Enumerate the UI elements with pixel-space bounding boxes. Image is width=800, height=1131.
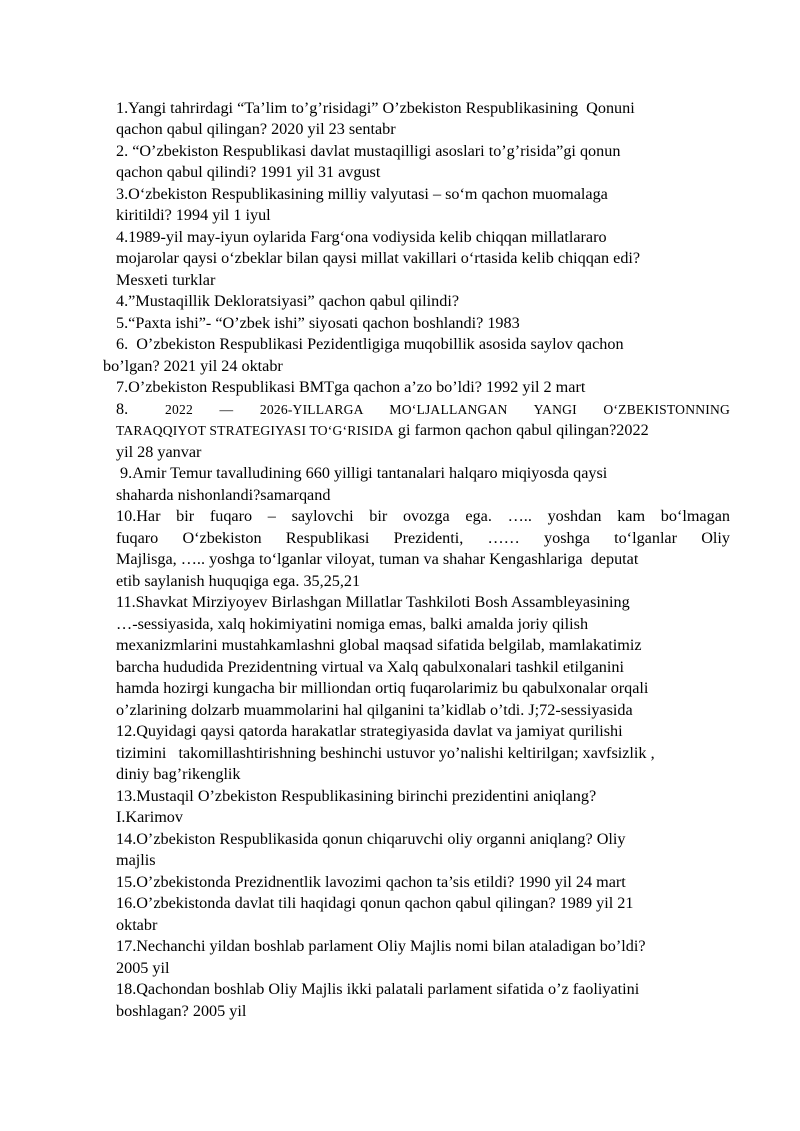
question-14-line-2: majlis (116, 851, 156, 869)
question-8-line-3: yil 28 yanvar (116, 443, 202, 461)
question-7-line-1: 7.O’zbekiston Respublikasi BMTga qachon a’zo bo’ldi? 1992 yil 2 mart (116, 378, 586, 396)
question-18-line-2: boshlagan? 2005 yil (116, 1002, 247, 1020)
question-11-line-4: barcha hududida Prezidentning virtual va Xalq qabulxonalari tashkil etilganini (116, 658, 624, 676)
question-4a-line-1: 4.1989-yil may-iyun oylarida Farg‘ona vodiysida kelib chiqqan millatlararo (116, 228, 607, 246)
question-15-line-1: 15.O’zbekistonda Prezidnentlik lavozimi qachon ta’sis etildi? 1990 yil 24 mart (116, 873, 626, 891)
question-6-line-1: 6. O’zbekiston Respublikasi Pezidentligiga muqobillik asosida saylov qachon (116, 335, 624, 353)
question-18-line-1: 18.Qachondan boshlab Oliy Majlis ikki palatali parlament sifatida o’z faoliyatini (116, 980, 640, 998)
question-8-decree-title: 2022 — 2026-YILLARGA MO‘LJALLANGAN YANGI O‘ZBEKISTONNING (165, 402, 730, 417)
question-8-number: 8. (116, 400, 129, 418)
question-3-line-1: 3.O‘zbekiston Respublikasining milliy valyutasi – so‘m qachon muomalaga (116, 185, 608, 203)
question-11-line-2: …-sessiyasida, xalq hokimiyatini nomiga emas, balki amalda joriy qilish (116, 615, 589, 633)
question-5-line-1: 5.“Paxta ishi”- “O’zbek ishi” siyosati qachon boshlandi? 1983 (116, 314, 520, 332)
question-16-line-2: oktabr (116, 916, 158, 934)
question-17-line-2: 2005 yil (116, 959, 170, 977)
question-10-line-2: fuqaro O‘zbekiston Respublikasi Prezidenti, …… yoshga to‘lganlar Oliy (116, 529, 730, 547)
question-12-line-3: diniy bag’rikenglik (116, 765, 241, 783)
question-12-line-2: tizimini takomillashtirishning beshinchi ustuvor yo’nalishi keltirilgan; xavfsizlik , (116, 744, 655, 762)
question-10-line-3: Majlisga, ….. yoshga to‘lganlar viloyat, tuman va shahar Kengashlariga deputat (116, 550, 639, 568)
question-8-line-1 (116, 399, 730, 421)
question-11-line-5: hamda hozirgi kungacha bir milliondan ortiq fuqarolarimiz bu qabulxonalar orqali (116, 679, 649, 697)
question-4b-line-1: 4.”Mustaqillik Dekloratsiyasi” qachon qabul qilindi? (116, 292, 460, 310)
question-8-question-text: gi farmon qachon qabul qilingan?2022 (393, 421, 649, 439)
question-11-line-1: 11.Shavkat Mirziyoyev Birlashgan Millatlar Tashkiloti Bosh Assambleyasining (116, 593, 630, 611)
question-11-line-3: mexanizmlarini mustahkamlashni global maqsad sifatida belgilab, mamlakatimiz (116, 636, 642, 654)
question-10-line-1: 10.Har bir fuqaro – saylovchi bir ovozga ega. ….. yoshdan kam bo‘lmagan (116, 507, 730, 525)
question-12-line-1: 12.Quyidagi qaysi qatorda harakatlar strategiyasida davlat va jamiyat qurilishi (116, 722, 623, 740)
question-9-line-1: 9.Amir Temur tavalludining 660 yilligi tantanalari halqaro miqiyosda qaysi (116, 464, 608, 482)
question-9-line-2: shaharda nishonlandi?samarqand (116, 486, 331, 504)
question-13-line-2: I.Karimov (116, 808, 183, 826)
question-3-line-2: kiritildi? 1994 yil 1 iyul (116, 206, 271, 224)
question-14-line-1: 14.O’zbekiston Respublikasida qonun chiqaruvchi oliy organni aniqlang? Oliy (116, 830, 626, 848)
question-2-line-1: 2. “O’zbekiston Respublikasi davlat mustaqilligi asoslari to’g’risida”gi qonun (116, 142, 621, 160)
question-8-line-2 (116, 420, 649, 442)
question-17-line-1: 17.Nechanchi yildan boshlab parlament Oliy Majlis nomi bilan ataladigan bo’ldi? (116, 937, 646, 955)
question-13-line-1: 13.Mustaqil O’zbekiston Respublikasining birinchi prezidentini aniqlang? (116, 787, 597, 805)
question-16-line-1: 16.O’zbekistonda davlat tili haqidagi qonun qachon qabul qilingan? 1989 yil 21 (116, 894, 634, 912)
question-6-line-2: bo’lgan? 2021 yil 24 oktabr (103, 357, 283, 375)
question-1-line-2: qachon qabul qilingan? 2020 yil 23 sentabr (116, 120, 396, 138)
question-2-line-2: qachon qabul qilindi? 1991 yil 31 avgust (116, 163, 381, 181)
question-4a-line-2: mojarolar qaysi o‘zbeklar bilan qaysi millat vakillari o‘rtasida kelib chiqqan edi? (116, 249, 641, 267)
question-4a-line-3: Mesxeti turklar (116, 271, 216, 289)
question-1-line-1: 1.Yangi tahrirdagi “Ta’lim to’g’risidagi” O’zbekiston Respublikasining Qonuni (116, 99, 635, 117)
question-10-line-4: etib saylanish huquqiga ega. 35,25,21 (116, 572, 361, 590)
question-11-line-6: o’zlarining dolzarb muammolarini hal qilganini ta’kidlab o’tdi. J;72-sessiyasida (116, 701, 633, 719)
question-8-decree-title-cont: TARAQQIYOT STRATEGIYASI TO‘G‘RISIDA (116, 423, 394, 438)
